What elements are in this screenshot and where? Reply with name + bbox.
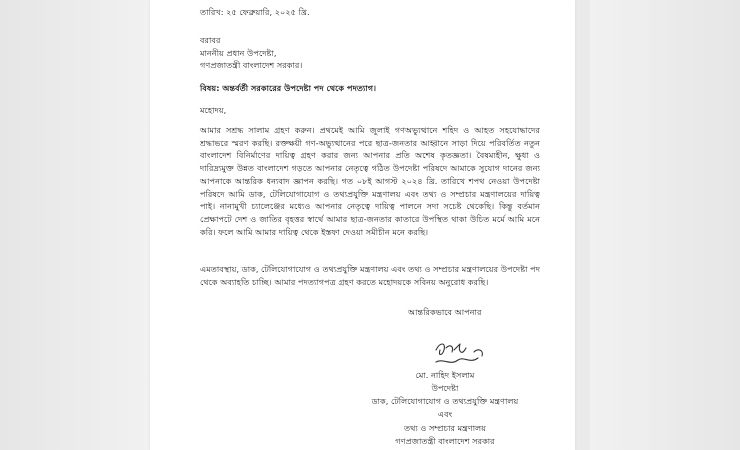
letter-paragraph-2: এমতাবস্থায়, ডাক, টেলিযোগাযোগ ও তথ্যপ্রযুক্তি মন্ত্রণালয় এবং তথ্য ও সম্প্রচার মন্ত্রণালয়ের উপদেষ্টা পদ থেকে অব্যাহতি চাচ্ছি। আমার পদত্যাগপত্র গ্রহণ করতে মহোদয়কে সবিনয় অনুরোধ করছি।: [200, 264, 540, 287]
letter-page: [150, 0, 575, 450]
recipient-line: মাননীয় প্রধান উপদেষ্টা,: [200, 47, 277, 58]
signer-government: গণপ্রজাতন্ত্রী বাংলাদেশ সরকার: [395, 435, 495, 446]
letter-closing: আন্তরিকভাবে আপনার: [408, 307, 482, 317]
signer-title: উপদেষ্টা: [431, 383, 459, 394]
recipient-block: [200, 34, 540, 72]
signer-block: [350, 369, 540, 448]
signer-ministry: তথ্য ও সম্প্রচার মন্ত্রণালয়: [403, 422, 487, 433]
letter-date: তারিখ: ২৫ ফেব্রুয়ারি, ২০২৫ খ্রি.: [200, 7, 310, 17]
letter-paragraph-1: আমার সশ্রদ্ধ সালাম গ্রহণ করুন। প্রথমেই আমি জুলাই গণঅভ্যুত্থানে শহিদ ও আহত সহযোদ্ধাদের শ্রদ্ধাভরে স্মরণ করছি। রক্তক্ষয়ী গণ-অভ্যুত্থানের পরে ছাত্র-জনতার আহ্বানে সাড়া দিয়ে পরিবর্তিত নতুন বাংলাদেশ বিনির্মাণের দায়িত্ব গ্রহণ করার জন্য আপনার প্রতি অশেষ কৃতজ্ঞতা। বৈষম্যহীন, ক্ষুধা ও দারিদ্র্যমুক্ত উন্নত বাংলাদেশ গড়তে আপনার নেতৃত্বে গঠিত উপদেষ্টা পরিষদে আমাকে সুযোগ দানের জন্য আপনাকে আন্তরিক ধন্যবাদ জ্ঞাপন করছি। গত ০৮ই আগস্ট ২০২৪ খ্রি. তারিখে শপথ নেওয়া উপদেষ্টা পরিষদে আমি ডাক, টেলিযোগাযোগ ও তথ্যপ্রযুক্তি মন্ত্রণালয় এবং তথ্য ও সম্প্রচার মন্ত্রণালয়ের দায়িত্ব পাই। নানামুখী চ্যালেঞ্জের মধ্যেও আপনার নেতৃত্বে দায়িত্ব পালনে সদা সচেষ্ট থেকেছি। কিন্তু বর্তমান প্রেক্ষাপটে দেশ ও জাতির বৃহত্তর স্বার্থে আমার ছাত্র-জনতার কাতারে উপস্থিত থাকা উচিত মর্মে আমি মনে করি। ফলে আমি আমার দায়িত্ব থেকে ইস্তফা দেওয়া সমীচীন মনে করছি।: [200, 125, 540, 237]
handwritten-signature: [430, 338, 490, 370]
signer-ministry: ডাক, টেলিযোগাযোগ ও তথ্যপ্রযুক্তি মন্ত্রণালয়: [371, 396, 519, 407]
letter-salutation: মহোদয়,: [200, 105, 227, 115]
signer-conjunction: এবং: [437, 409, 453, 420]
background-right: [590, 0, 740, 450]
recipient-line: গণপ্রজাতন্ত্রী বাংলাদেশ সরকার।: [200, 60, 303, 71]
background-left: [0, 0, 150, 450]
recipient-line: বরাবর: [200, 35, 221, 45]
letter-subject: বিষয়: অন্তর্বর্তী সরকারের উপদেষ্টা পদ থেকে পদত্যাগ।: [200, 83, 377, 93]
signer-name: মো. নাহিদ ইসলাম: [415, 370, 475, 380]
